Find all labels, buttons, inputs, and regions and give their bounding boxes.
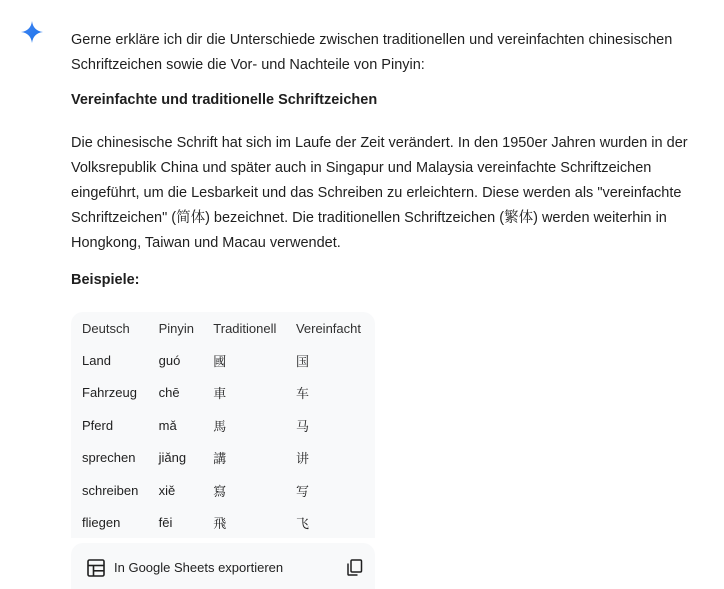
copy-icon[interactable] <box>346 559 363 576</box>
cell-deutsch: Land <box>82 353 111 369</box>
cell-deutsch: Fahrzeug <box>82 385 137 401</box>
table-row <box>71 506 375 538</box>
cell-pinyin: guó <box>158 353 181 369</box>
table-row <box>71 474 375 506</box>
cell-deutsch: sprechen <box>82 450 136 466</box>
export-to-sheets-bar <box>71 543 375 589</box>
cell-traditionell: 寫 <box>213 483 227 499</box>
header-traditionell: Traditionell <box>213 320 277 336</box>
cell-vereinfacht: 写 <box>295 483 309 499</box>
cell-traditionell: 講 <box>213 451 227 467</box>
table-row <box>71 344 375 376</box>
cell-vereinfacht: 讲 <box>295 451 309 467</box>
gemini-sparkle-icon <box>20 20 44 44</box>
cell-pinyin: jiǎng <box>158 450 187 466</box>
cell-pinyin: mǎ <box>158 417 177 433</box>
table-row <box>71 409 375 441</box>
explanation-paragraph: Die chinesische Schrift hat sich im Laufe der Zeit verändert. In den 1950er Jahren wurden in der Volksrepublik China und später auch in Singapur und Malaysia vereinfachte Schriftzeichen eingeführt, um die Lesbarkeit und das Schreiben zu erleichtern. Diese werden als "vereinfachte Schriftzeichen" (简体) bezeichnet. Die traditionellen Schriftzeichen (繁体) werden weiterhin in Hongkong, Taiwan und Macau verwendet. <box>71 135 688 251</box>
cell-traditionell: 馬 <box>213 418 227 434</box>
cell-vereinfacht: 车 <box>295 386 309 402</box>
cell-pinyin: chē <box>158 385 180 401</box>
intro-text: Gerne erkläre ich dir die Unterschiede zwischen traditionellen und vereinfachten chinesischen Schriftzeichen sowie die Vor- und Nachteile von Pinyin: <box>71 32 673 73</box>
examples-label: Beispiele: <box>71 272 140 288</box>
cell-vereinfacht: 飞 <box>295 516 309 532</box>
export-sheets-button[interactable]: In Google Sheets exportieren <box>114 560 284 575</box>
table-row <box>71 377 375 409</box>
section-heading: Vereinfachte und traditionelle Schriftzeichen <box>71 92 378 108</box>
cell-deutsch: schreiben <box>82 482 139 498</box>
cell-traditionell: 飛 <box>213 516 227 532</box>
cell-traditionell: 國 <box>213 354 227 370</box>
cell-traditionell: 車 <box>213 386 227 402</box>
examples-table <box>71 312 375 538</box>
header-vereinfacht: Vereinfacht <box>295 320 361 336</box>
table-icon <box>87 559 105 577</box>
cell-deutsch: Pferd <box>82 417 114 433</box>
header-deutsch: Deutsch <box>82 320 130 336</box>
header-pinyin: Pinyin <box>158 320 195 336</box>
cell-deutsch: fliegen <box>82 515 121 531</box>
cell-pinyin: fēi <box>158 515 173 531</box>
table-header-row <box>71 312 375 344</box>
cell-vereinfacht: 国 <box>295 354 309 370</box>
cell-vereinfacht: 马 <box>295 418 309 434</box>
cell-pinyin: xiě <box>158 482 176 498</box>
table-row <box>71 442 375 474</box>
